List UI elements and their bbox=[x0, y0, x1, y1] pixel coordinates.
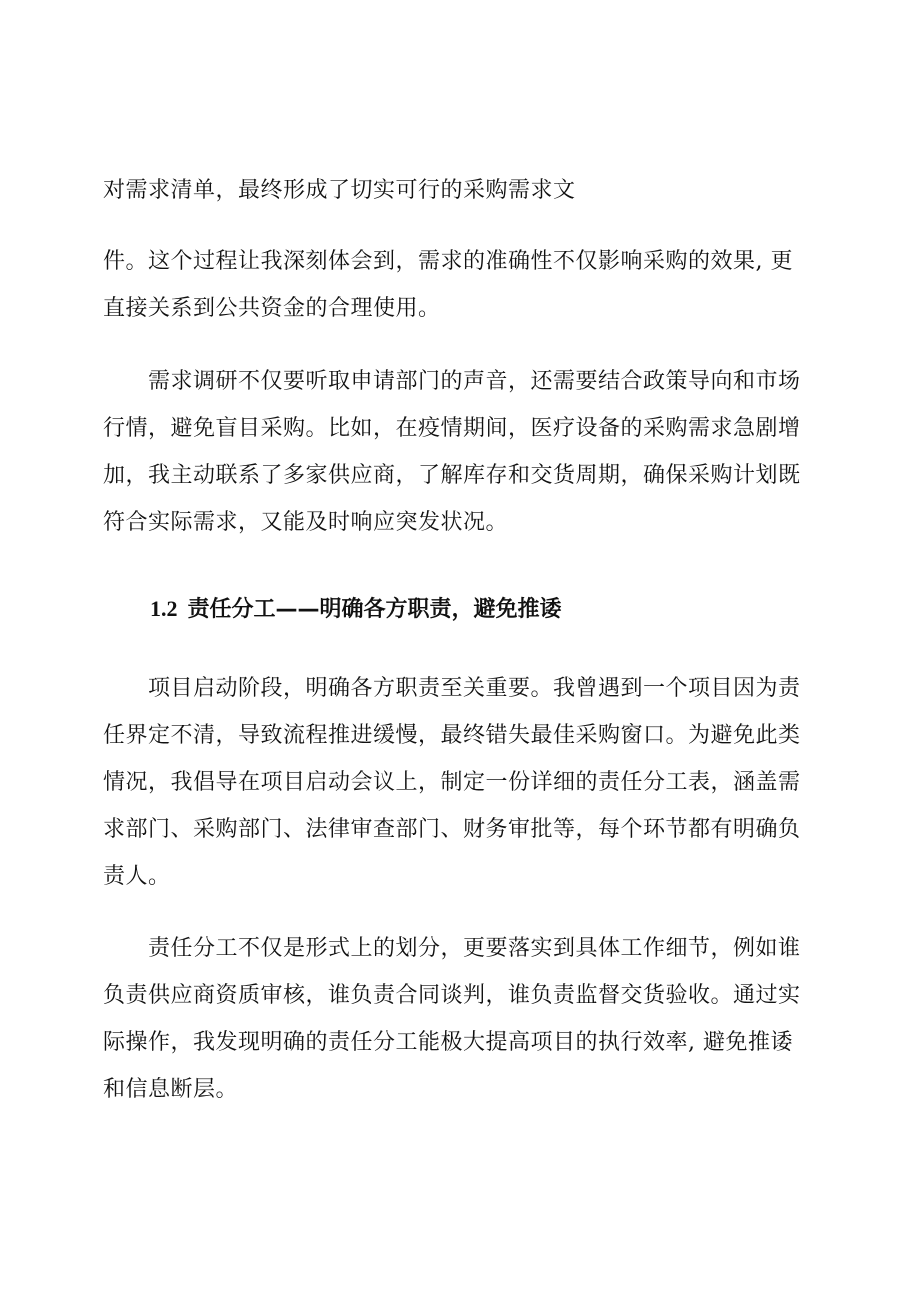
paragraph-line: 直接关系到公共资金的合理使用。 bbox=[103, 296, 441, 321]
paragraph-line: 件。这个过程让我深刻体会到，需求的准确性不仅影响采购的效果, 更 bbox=[103, 249, 793, 274]
paragraph-line: 对需求清单，最终形成了切实可行的采购需求文 bbox=[103, 178, 576, 203]
paragraph-line: 项目启动阶段，明确各方职责至关重要。我曾遇到一个项目因为责 bbox=[148, 676, 801, 701]
section-title: 责任分工——明确各方职责，避免推诿 bbox=[187, 597, 562, 622]
paragraph-line: 行情，避免盲目采购。比如，在疫情期间，医疗设备的采购需求急剧增 bbox=[103, 416, 801, 441]
paragraph-line: 负责供应商资质审核，谁负责合同谈判，谁负责监督交货验收。通过实 bbox=[103, 983, 801, 1008]
paragraph-line: 符合实际需求，又能及时响应突发状况。 bbox=[103, 510, 509, 535]
paragraph-line: 责人。 bbox=[103, 864, 171, 889]
paragraph-line: 需求调研不仅要听取申请部门的声音，还需要结合政策导向和市场 bbox=[148, 369, 801, 394]
paragraph-line: 和信息断层。 bbox=[103, 1077, 239, 1102]
paragraph-line: 求部门、采购部门、法律审查部门、财务审批等，每个环节都有明确负 bbox=[103, 817, 801, 842]
section-number: 1.2 bbox=[150, 596, 178, 621]
paragraph-line: 任界定不清，导致流程推进缓慢，最终错失最佳采购窗口。为避免此类 bbox=[103, 723, 801, 748]
paragraph-line: 责任分工不仅是形式上的划分，更要落实到具体工作细节，例如谁 bbox=[148, 936, 801, 961]
paragraph-line: 情况，我倡导在项目启动会议上，制定一份详细的责任分工表，涵盖需 bbox=[103, 770, 801, 795]
section-heading bbox=[150, 594, 562, 625]
paragraph-line: 际操作，我发现明确的责任分工能极大提高项目的执行效率, 避免推诿 bbox=[103, 1030, 793, 1055]
paragraph-line: 加，我主动联系了多家供应商，了解库存和交货周期，确保采购计划既 bbox=[103, 463, 801, 488]
